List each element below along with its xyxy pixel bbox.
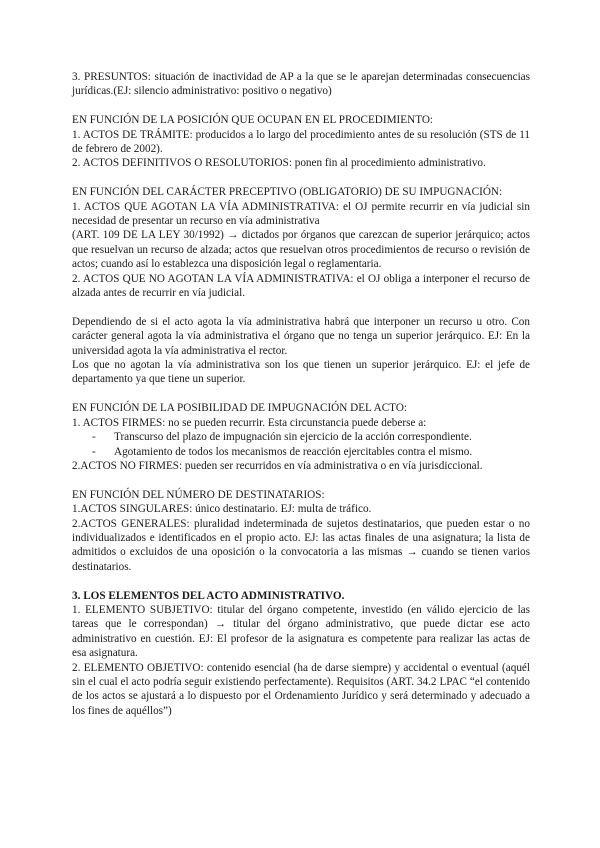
section-title: 3. LOS ELEMENTOS DEL ACTO ADMINISTRATIVO. [72, 589, 345, 602]
paragraph: 1. ELEMENTO SUBJETIVO: titular del órgano competente, investido (en válido ejercicio de las tareas que le correspondan) → titular del órgano administrativo, que puede dictar ese acto administrativo en cuestión. EJ: El profesor de la asignatura es competente para realizar las actas de esa asignatura. [72, 603, 530, 660]
elementos-section [72, 589, 530, 719]
destinatarios-section [72, 488, 530, 574]
presuntos-block [72, 70, 530, 99]
via-administrativa-block [72, 315, 530, 387]
paragraph: 2. ELEMENTO OBJETIVO: contenido esencial (ha de darse siempre) y accidental o eventual (aquél sin el cual el acto podría seguir existiendo perfectamente). Requisitos (ART. 34.2 LPAC “el contenido de los actos se ajustará a lo dispuesto por el Ordenamiento Jurídico y será determinado y adecuado a los fines de aquéllos”) [72, 661, 530, 717]
impugnacion-preceptiva-section [72, 185, 530, 300]
list-item: - Agotamiento de todos los mecanismos de reacción ejercitables contra el mismo. [92, 445, 530, 459]
paragraph: (ART. 109 DE LA LEY 30/1992) → dictados por órganos que carezcan de superior jerárquico; actos que resuelvan un recurso de alzada; actos que resuelvan otros procedimientos de recurso o revisión de actos; cuando así lo establezca una disposición legal o reglamentaria. [72, 229, 530, 271]
paragraph: 3. PRESUNTOS: situación de inactividad de AP a la que se le aparejan determinadas consecuencias jurídicas.(EJ: silencio administrativo: positivo o negativo) [72, 71, 530, 98]
list-item: - Transcurso del plazo de impugnación sin ejercicio de la acción correspondiente. [92, 430, 530, 444]
paragraph: 1.ACTOS SINGULARES: único destinatario. EJ: multa de tráfico. [72, 503, 372, 516]
paragraph: Dependiendo de si el acto agota la vía administrativa habrá que interponer un recurso u otro. Con carácter general agota la vía administrativa el órgano que no tenga un superior jerárquico. EJ: En la universidad agota la vía administrativa el rector. [72, 315, 530, 357]
posibilidad-impugnacion-section [72, 401, 530, 473]
paragraph: 2. ACTOS QUE NO AGOTAN LA VÍA ADMINISTRATIVA: el OJ obliga a interponer el recurso de alzada antes de recurrir en vía judicial. [72, 272, 530, 300]
section-heading: EN FUNCIÓN DE LA POSICIÓN QUE OCUPAN EN EL PROCEDIMIENTO: [72, 114, 434, 127]
paragraph: 2. ACTOS DEFINITIVOS O RESOLUTORIOS: ponen fin al procedimiento administrativo. [72, 157, 486, 170]
paragraph: Los que no agotan la vía administrativa son los que tienen un superior jerárquico. EJ: el jefe de departamento ya que tiene un superior. [72, 359, 530, 386]
document-page [72, 70, 530, 733]
paragraph: 2.ACTOS NO FIRMES: pueden ser recurridos en vía administrativa o en vía jurisdiccional. [72, 459, 483, 472]
paragraph: 1. ACTOS FIRMES: no se pueden recurrir. Esta circunstancia puede deberse a: [72, 416, 427, 429]
posicion-section [72, 113, 530, 171]
section-heading: EN FUNCIÓN DE LA POSIBILIDAD DE IMPUGNACIÓN DEL ACTO: [72, 402, 408, 415]
paragraph: 1. ACTOS DE TRÁMITE: producidos a lo largo del procedimiento antes de su resolución (STS de 11 de febrero de 2002). [72, 128, 530, 156]
dash-list [72, 430, 530, 459]
section-heading: EN FUNCIÓN DEL CARÁCTER PRECEPTIVO (OBLIGATORIO) DE SU IMPUGNACIÓN: [72, 186, 503, 199]
section-heading: EN FUNCIÓN DEL NÚMERO DE DESTINATARIOS: [72, 488, 325, 501]
paragraph: 2.ACTOS GENERALES: pluralidad indeterminada de sujetos destinatarios, que pueden estar o no individualizados e identificados en el propio acto. EJ: las actas finales de una asignatura; la lista de admitidos o excluidos de una oposición o la convocatoria a las mismas → cuando se tienen varios destinatarios. [72, 517, 530, 573]
paragraph: 1. ACTOS QUE AGOTAN LA VÍA ADMINISTRATIVA: el OJ permite recurrir en vía judicial sin necesidad de presentar un recurso en vía administrativa [72, 200, 530, 228]
